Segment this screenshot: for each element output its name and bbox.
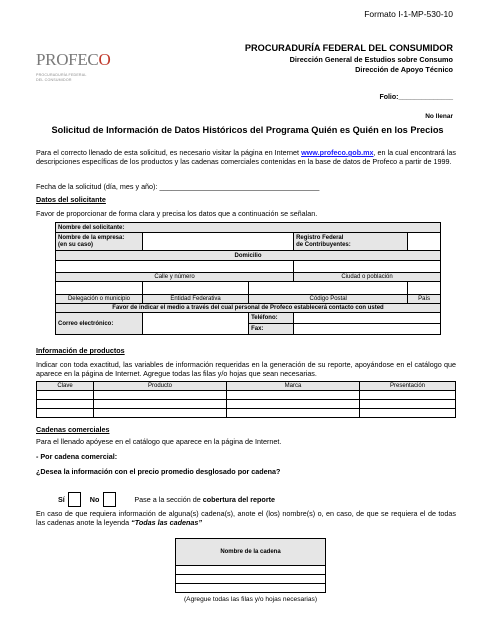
solicitante-heading: Datos del solicitante <box>36 195 106 204</box>
col-marca: Marca <box>227 382 360 391</box>
cp-label: Código Postal <box>249 295 408 304</box>
domicilio-header: Domicilio <box>56 251 441 261</box>
solicitante-table <box>55 222 441 335</box>
si-label: Sí <box>58 494 65 504</box>
ciudad-input[interactable] <box>294 261 441 273</box>
cadenas-note: (Agregue todas las filas y/o hojas necesarias) <box>183 596 318 603</box>
cadenas-table <box>175 538 326 593</box>
calle-label: Calle y número <box>56 273 294 282</box>
rfc-label: Registro Federal de Contribuyentes: <box>294 233 408 251</box>
direccion: Dirección de Apoyo Técnico <box>355 65 453 74</box>
correo-input[interactable] <box>143 313 249 335</box>
calle-input[interactable] <box>56 261 294 273</box>
telefono-label: Teléfono: <box>249 313 294 324</box>
fax-input[interactable] <box>294 324 441 335</box>
table-row[interactable] <box>37 391 456 400</box>
solicitante-instruction: Favor de proporcionar de forma clara y precisa los datos que a continuación se señalan. <box>36 209 318 218</box>
pase-text: Pase a la sección de cobertura del reporte <box>134 494 276 504</box>
ciudad-label: Ciudad o población <box>294 273 441 282</box>
col-presentacion: Presentación <box>360 382 456 391</box>
productos-heading: Información de productos <box>36 346 125 355</box>
delegacion-input[interactable] <box>56 282 143 295</box>
telefono-input[interactable] <box>294 313 441 324</box>
no-checkbox[interactable] <box>103 492 116 507</box>
folio-field[interactable]: Folio:______________ <box>379 94 453 101</box>
cadenas-instruction: En caso de que requiera información de alguna(s) cadena(s), anote el (los) nombre(s) o, en caso, de que se requiera el de todas las cadenas anote la leyenda “Todas las cadenas” <box>36 509 456 528</box>
correo-label: Correo electrónico: <box>56 313 143 335</box>
rfc-input[interactable] <box>408 233 441 251</box>
profeco-link[interactable]: www.profeco.gob.mx <box>301 148 374 157</box>
si-checkbox[interactable] <box>68 492 81 507</box>
entidad-input[interactable] <box>143 282 249 295</box>
fax-label: Fax: <box>249 324 294 335</box>
pais-label: País <box>408 295 441 304</box>
col-clave: Clave <box>37 382 94 391</box>
productos-text: Indicar con toda exactitud, las variables de información requeridas en la generación de su reporte, apoyándose en el catálogo que aparece en la página de Internet. Agregue todas las filas y/o hojas que sean necesarias. <box>36 360 456 379</box>
productos-table <box>36 381 456 418</box>
form-code: Formato I-1-MP-530-10 <box>364 9 453 19</box>
no-llenar-note: No llenar <box>425 113 453 120</box>
pais-input[interactable] <box>408 282 441 295</box>
institution-block <box>245 43 453 74</box>
cp-input[interactable] <box>249 282 408 295</box>
table-row[interactable] <box>37 409 456 418</box>
entidad-label: Entidad Federativa <box>143 295 249 304</box>
col-producto: Producto <box>94 382 227 391</box>
nombre-solicitante-field[interactable]: Nombre del solicitante: <box>56 223 441 233</box>
delegacion-label: Delegación o municipio <box>56 295 143 304</box>
por-cadena-label: - Por cadena comercial: <box>36 452 118 461</box>
col-nombre-cadena: Nombre de la cadena <box>176 539 326 566</box>
cadenas-heading: Cadenas comerciales <box>36 425 110 434</box>
no-label: No <box>89 494 100 504</box>
table-row[interactable] <box>176 575 326 584</box>
fecha-field[interactable]: Fecha de la solicitud (día, mes y año): ________________________________________ <box>36 182 320 191</box>
cadena-question: ¿Desea la información con el precio promedio desglosado por cadena? <box>36 467 281 476</box>
table-row[interactable] <box>176 584 326 593</box>
cadenas-text: Para el llenado apóyese en el catálogo que aparece en la página de Internet. <box>36 437 282 446</box>
intro-paragraph: Para el correcto llenado de esta solicitud, es necesario visitar la página en Internet www.profeco.gob.mx, en la cual encontrará las descripciones específicas de los productos y las cadenas comerciales contenidas en la base de datos de Profeco a partir de 1999. <box>36 148 456 167</box>
institution-name: PROCURADURÍA FEDERAL DEL CONSUMIDOR <box>244 43 453 53</box>
direccion-general: Dirección General de Estudios sobre Consumo <box>289 55 453 64</box>
table-row[interactable] <box>37 400 456 409</box>
nombre-empresa-label: Nombre de la empresa: (en su caso) <box>56 233 143 251</box>
nombre-empresa-input[interactable] <box>143 233 294 251</box>
profeco-logo: PROFECO PROCURADURÍA FEDERAL DEL CONSUMIDOR <box>36 50 111 82</box>
medio-contacto-header: Favor de indicar el medio a través del cual personal de Profeco establecerá contacto con usted <box>56 304 441 313</box>
table-row[interactable] <box>176 566 326 575</box>
form-title: Solicitud de Información de Datos Históricos del Programa Quién es Quién en los Precios <box>51 125 444 135</box>
si-no-row <box>58 492 275 507</box>
